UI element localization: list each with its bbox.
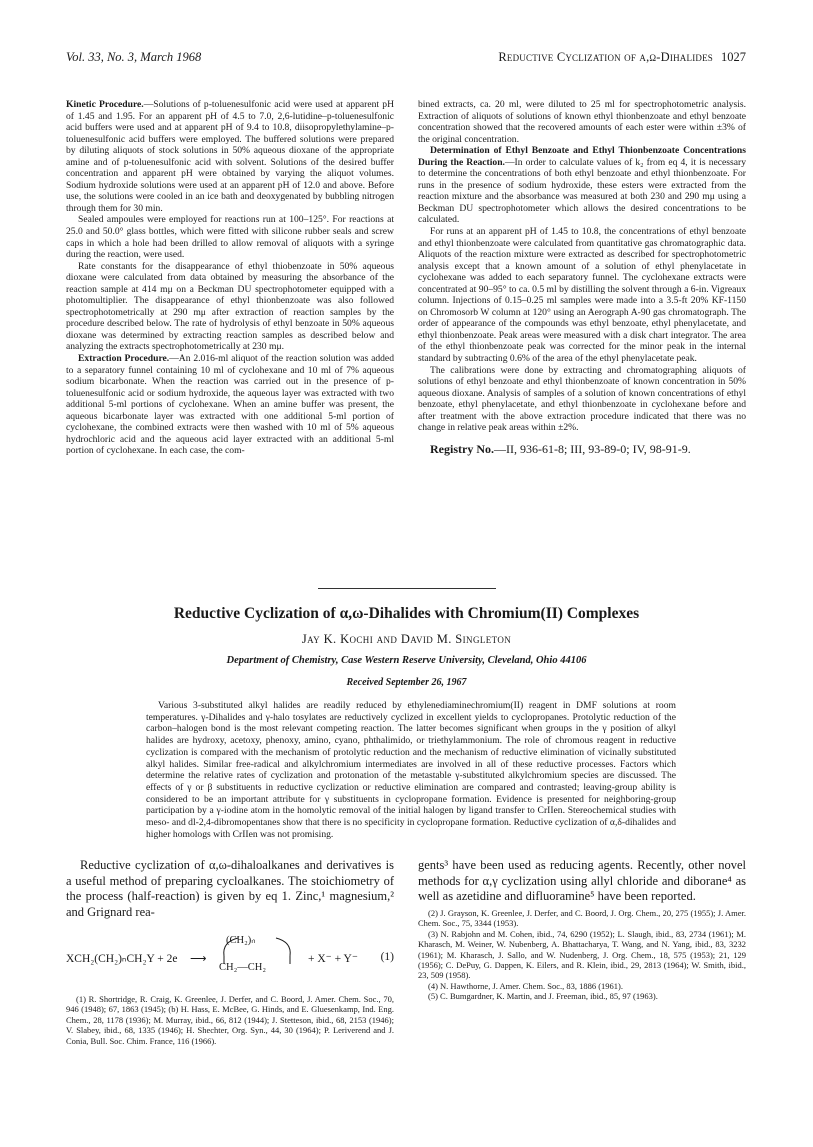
footnote-4: (4) N. Hawthorne, J. Amer. Chem. Soc., 83, 1886 (1961). [428, 980, 624, 991]
gc-runs-paragraph: For runs at an apparent pH of 1.45 to 10.8, the concentrations of ethyl benzoate and ethyl thionbenzoate were calculated from quantitative gas chromatographic data. Aliquots of the reaction mixture were extracted as described for spectrophotometric analysis except that a known amount of a solution of ethyl phenylacetate in cyclohexane was added to each separatory funnel. The cyclohexane extracts were concentrated at 90–95° to ca. 0.5 ml by distilling the solvent through a 6-in. Vigreaux column. Injections of 0.15–0.25 ml samples were made into a 3.5-ft 20% KF-1150 on Chromosorb W column at 120° using an Aerograph A-90 gas chromatograph. The order of appearance of the compounds was ethyl benzoate, ethyl phenylacetate, and ethyl thionbenzoate. Peak areas were measured with a disk chart integrator. The area of the ethyl thionbenzoate peak was corrected for the minor peak in the internal standard by subtracting 0.6% of the area of the ethyl phenylacetate peak. [418, 226, 746, 365]
footnotes-right [418, 908, 746, 1002]
footnote-5: (5) C. Bumgardner, K. Martin, and J. Freeman, ibid., 85, 97 (1963). [428, 991, 658, 1002]
sealed-ampoules-paragraph: Sealed ampoules were employed for reactions run at 100–125°. For reactions at 25.0 and 50.0° glass bottles, which were fitted with silicone rubber seals and screw caps in which a hole had been drilled to allow removal of aliquots with a syringe during the reaction, were used. [66, 214, 394, 261]
kinetic-procedure-text: —Solutions of p-toluenesulfonic acid were used at apparent pH of 1.45 and 1.95. For an apparent pH of 4.5 to 7.0, 2,6-lutidine–p-toluenesulfonic acid buffers were used and at apparent pH of 9.4 to 10.8, diisopropylethylamine–p-toluenesulfonic acid buffers were employed. The buffered solutions were prepared by diluting aliquots of stock solutions in 50% aqueous dioxane of the appropriate amine and of p-toluenesulfonic acid with solvent. Solutions of the desired buffer concentration and apparent pH were obtained by varying the aliquot volumes. Sodium hydroxide solutions were used at an apparent pH of 12.0 and above. Before use, the solutions were cooled in an ice bath and deoxygenated by bubbling nitrogen through them for 30 min. [66, 99, 394, 214]
previous-article-right-column [418, 99, 746, 456]
determination-heading: Determination of Ethyl Benzoate and Ethyl Thionbenzoate Concentrations During the Reaction. [418, 145, 746, 168]
rate-constants-paragraph: Rate constants for the disappearance of ethyl thiobenzoate in 50% aqueous dioxane were calculated from data obtained by measuring the absorbance of the reaction sample at 414 mμ on a Beckman DU spectrophotometer equipped with a photomultiplier. The disappearance of ethyl thionbenzoate was also followed spectrophotometrically at 290 mμ after extraction of reaction samples by the procedure described below. The rate of hydrolysis of ethyl benzoate in 50% aqueous dioxane was determined by extracting reaction samples as described below and analyzing the extracts spectrophotometrically at 230 mμ. [66, 260, 394, 353]
footnote-3: (3) N. Rabjohn and M. Cohen, ibid., 74, 6290 (1952); L. Slaugh, ibid., 83, 2734 (1961); M. Kharasch, M. Weiner, W. Nubenberg, A. Bhattacharya, T. Wang, and N. Yang, ibid., 83, 3232 (1961); M. Kharasch, J. Sallo, and W. Nudenberg, J. Org. Chem., 18, 575 (1953); 21, 129 (1956); C. DePuy, G. Dappen, K. Eilers, and R. Klein, ibid., 29, 2813 (1964); W. Smith, ibid., 23, 509 (1958). [418, 928, 746, 981]
author-affiliation: Department of Chemistry, Case Western Reserve University, Cleveland, Ohio 44106 [226, 655, 587, 666]
determination-paragraph [418, 145, 746, 226]
ring-top-group: (CH₂)ₙ [226, 935, 256, 946]
article-separator-rule [318, 588, 496, 589]
registry-values: —II, 936-61-8; III, 93-89-0; IV, 98-91-9. [493, 441, 691, 456]
equation-reactants: XCH₂(CH₂)ₙCH₂Y + 2e [66, 953, 178, 965]
continued-paragraph: bined extracts, ca. 20 ml, were diluted to 25 ml for spectrophotometric analysis. Extraction of aliquots of solutions of known ethyl thionbenzoate and ethyl benzoate concentration showed that the recovered amounts of each ester were within ±3% of the original concentration. [418, 99, 746, 145]
determination-text: —In order to calculate values of k₂ from eq 4, it is necessary to determine the concentrations of both ethyl benzoate and ethyl thionbenzoate. For runs in the presence of sodium hydroxide, these esters were extracted from the reaction mixture and the absorbance was measured at both 230 and 290 mμ using a Beckman DU spectrophotometer which allows the desired concentrations to be calculated. [418, 156, 746, 226]
extraction-procedure-text: —An 2.016-ml aliquot of the reaction solution was added to a separatory funnel containing 10 ml of cyclohexane and 10 ml of 7% aqueous sodium bicarbonate. When the reaction was carried out in the presence of p-toluenesulfonic acid or sodium hydroxide, the aqueous layer was extracted with two additional 5-ml portions of cyclohexane. When an amine buffer was present, the aqueous bicarbonate layer was extracted with one additional 5-ml portion of cyclohexane, the combined extracts were then washed with 10 ml of 5% aqueous hydrochloric acid and the aqueous acid layer extracted with an additional 5-ml portion of cyclohexane. In each case, the com- [66, 353, 394, 457]
header-right [498, 50, 746, 65]
kinetic-procedure-heading: Kinetic Procedure. [66, 99, 144, 110]
ring-bottom-group: CH₂—CH₂ [219, 962, 266, 973]
previous-article-left-column [66, 99, 394, 457]
footnote-2: (2) J. Grayson, K. Greenlee, J. Derfer, and C. Boord, J. Org. Chem., 20, 275 (1955); J. Amer. Chem. Soc., 75, 3344 (1953). [418, 908, 746, 929]
received-date: Received September 26, 1967 [346, 677, 467, 688]
article-title: Reductive Cyclization of α,ω-Dihalides with Chromium(II) Complexes [173, 605, 640, 622]
kinetic-procedure-paragraph [66, 99, 394, 214]
footnotes-left [66, 994, 394, 1046]
article-abstract: Various 3-substituted alkyl halides are readily reduced by ethylenediaminechromium(II) reagent in DMF solutions at room temperatures. γ-Dihalides and γ-halo tosylates are reductively cyclized in excellent yields to cyclopropanes. Protolytic reduction of the carbon–halogen bond is the most relevant competing reaction. The latter becomes significant when groups in the γ position of alkyl halides are hydroxy, acetoxy, phenoxy, amino, cyano, phthalimido, or triethylammonium. The role of chromous reagent in reductive cyclization is compared with the mechanism of protolytic reduction and the mechanism of reductive elimination of vicinally substituted alkyl halides. Similar free-radical and alkylchromium intermediates are involved in all of these reductive processes. Factors which determine the relative rates of cyclization and protonation of the metastable γ-substituted alkylchromium species are discussed. The effects of γ or β substituents in reductive cyclization or reductive elimination are compared and contrasted; leaving-group ability is considered to be an important attribute for γ substituents in cyclopropane formation. Evidence is presented for neighboring-group participation by a γ-iodine atom in the homolytic removal of the initial halogen by ligand transfer to CrIIen. Stereochemical studies with meso- and dl-2,4-dibromopentanes show that there is no specificity in cyclopropane formation. Reductive cyclization of α,δ-dihalides and higher homologs with CrIIen was not promising. [146, 700, 676, 840]
extraction-procedure-paragraph [66, 353, 394, 457]
reaction-arrow-icon: ⟶ [190, 953, 207, 965]
intro-paragraph-right: gents³ have been used as reducing agents. Recently, other novel methods for α,γ cyclization using allyl chloride and diborane⁴ as well as azetidine and difluoramine⁵ have been reported. [418, 858, 746, 903]
equation-number: (1) [380, 951, 394, 963]
footnote-1: (1) R. Shortridge, R. Craig, K. Greenlee, J. Derfer, and C. Boord, J. Amer. Chem. Soc., 70, 946 (1948); 67, 1863 (1945); (b) H. Hass, E. McBee, G. Hinds, and E. Gluesenkamp, Ind. Eng. Chem., 28, 1178 (1936); M. Murray, ibid., 66, 812 (1944); J. Stetteson, ibid., 68, 2153 (1946); V. Slabey, ibid., 68, 1335 (1946); H. Shechter, Org. Syn., 44, 30 (1964); P. Leriverend and J. Conia, Bull. Soc. Chim. France, 116 (1966). [66, 994, 394, 1046]
registry-label: Registry No. [430, 441, 494, 456]
journal-volume: Vol. 33, No. 3, March 1968 [66, 50, 202, 64]
extraction-procedure-heading: Extraction Procedure. [78, 353, 170, 365]
registry-numbers [418, 442, 746, 456]
equation-1 [66, 934, 394, 980]
page-number: 1027 [721, 50, 746, 64]
running-header [66, 50, 746, 66]
equation-products: + X⁻ + Y⁻ [308, 953, 358, 965]
article-authors: Jay K. Kochi and David M. Singleton [301, 632, 512, 646]
calibrations-paragraph: The calibrations were done by extracting and chromatographing aliquots of solutions of ethyl benzoate and ethyl thionbenzoate of known concentration in 50% aqueous dioxane. Analysis of samples of a solution of known concentrations of ethyl benzoate, ethyl phenylacetate, and ethyl thionbenzoate in cyclohexane before and after treatment with the above extraction procedure indicated that there was no change in relative peak areas within ±2%. [418, 364, 746, 434]
running-title: Reductive Cyclization of α,ω-Dihalides [498, 50, 713, 64]
intro-paragraph-left: Reductive cyclization of α,ω-dihaloalkanes and derivatives is a useful method of preparing cycloalkanes. The stoichiometry of the process (half-reaction) is given by eq 1. Zinc,¹ magnesium,² and Grignard rea- [66, 858, 394, 919]
